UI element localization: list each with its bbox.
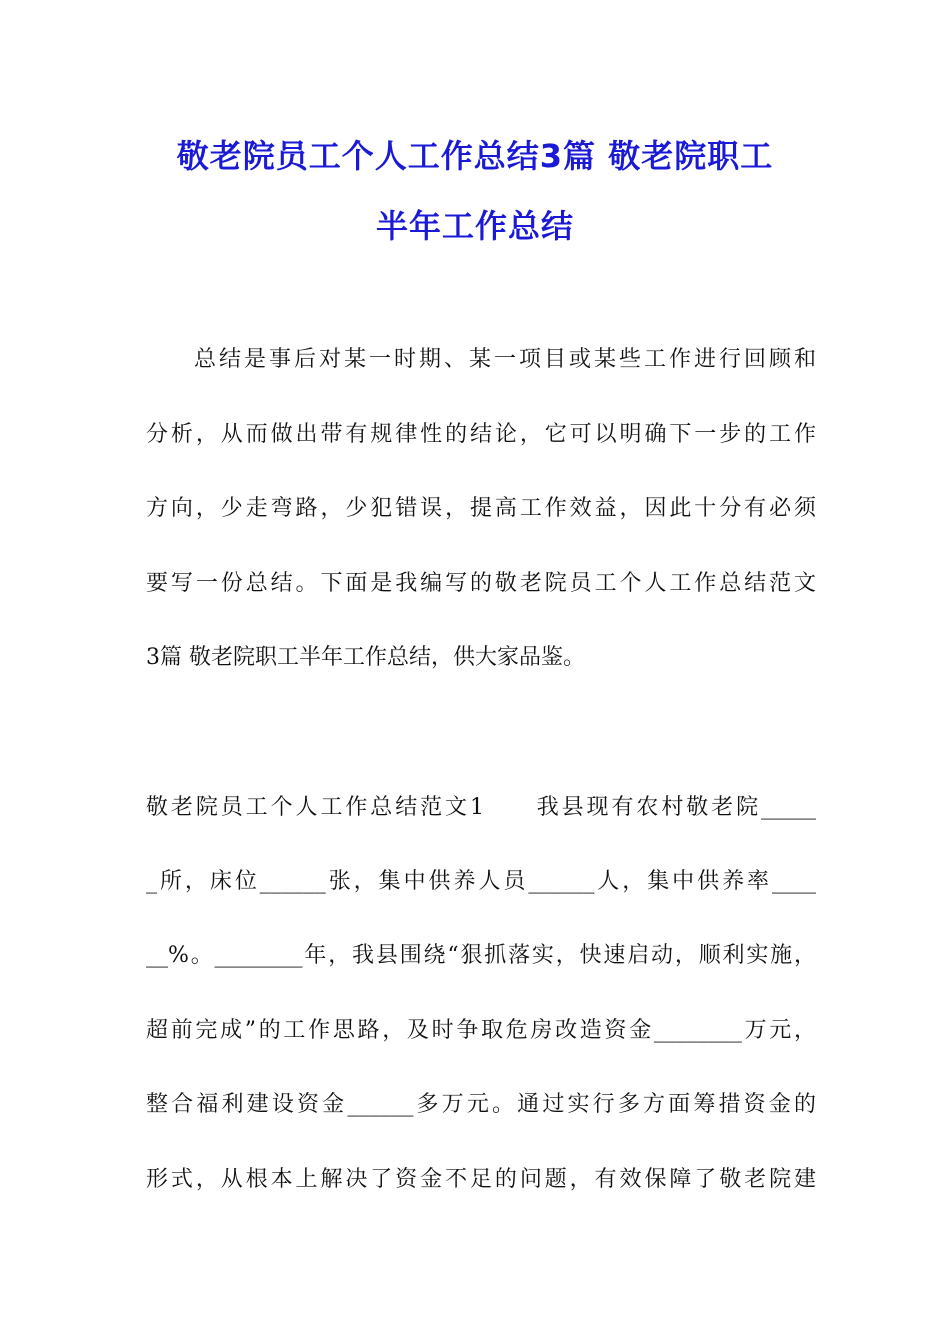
document-title-line-2: 半年工作总结: [375, 207, 574, 245]
intro-paragraph-line-5: 3篇 敬老院职工半年工作总结，供大家品鉴。: [146, 645, 585, 670]
document-title-line-1: 敬老院员工个人工作总结3篇 敬老院职工: [176, 137, 774, 175]
body-paragraph-line-2: _所，床位______张，集中供养人员______人，集中供养率____: [146, 869, 816, 894]
intro-paragraph-line-1: 总结是事后对某一时期、某一项目或某些工作进行回顾和: [194, 347, 816, 372]
intro-paragraph-line-3: 方向，少走弯路，少犯错误，提高工作效益，因此十分有必须: [146, 496, 816, 521]
intro-paragraph-line-4: 要写一份总结。下面是我编写的敬老院员工个人工作总结范文: [146, 571, 816, 596]
body-paragraph-line-6: 形式，从根本上解决了资金不足的问题，有效保障了敬老院建: [146, 1167, 816, 1192]
intro-paragraph-line-2: 分析，从而做出带有规律性的结论，它可以明确下一步的工作: [146, 422, 816, 447]
body-paragraph-line-3: __%。________年，我县围绕“狠抓落实，快速启动，顺利实施，: [146, 943, 816, 968]
body-paragraph-line-1: 敬老院员工个人工作总结范文1 我县现有农村敬老院_____: [146, 795, 816, 820]
body-paragraph-line-5: 整合福利建设资金______多万元。通过实行多方面筹措资金的: [146, 1092, 816, 1117]
body-paragraph-line-4: 超前完成”的工作思路，及时争取危房改造资金________万元，: [146, 1018, 816, 1043]
